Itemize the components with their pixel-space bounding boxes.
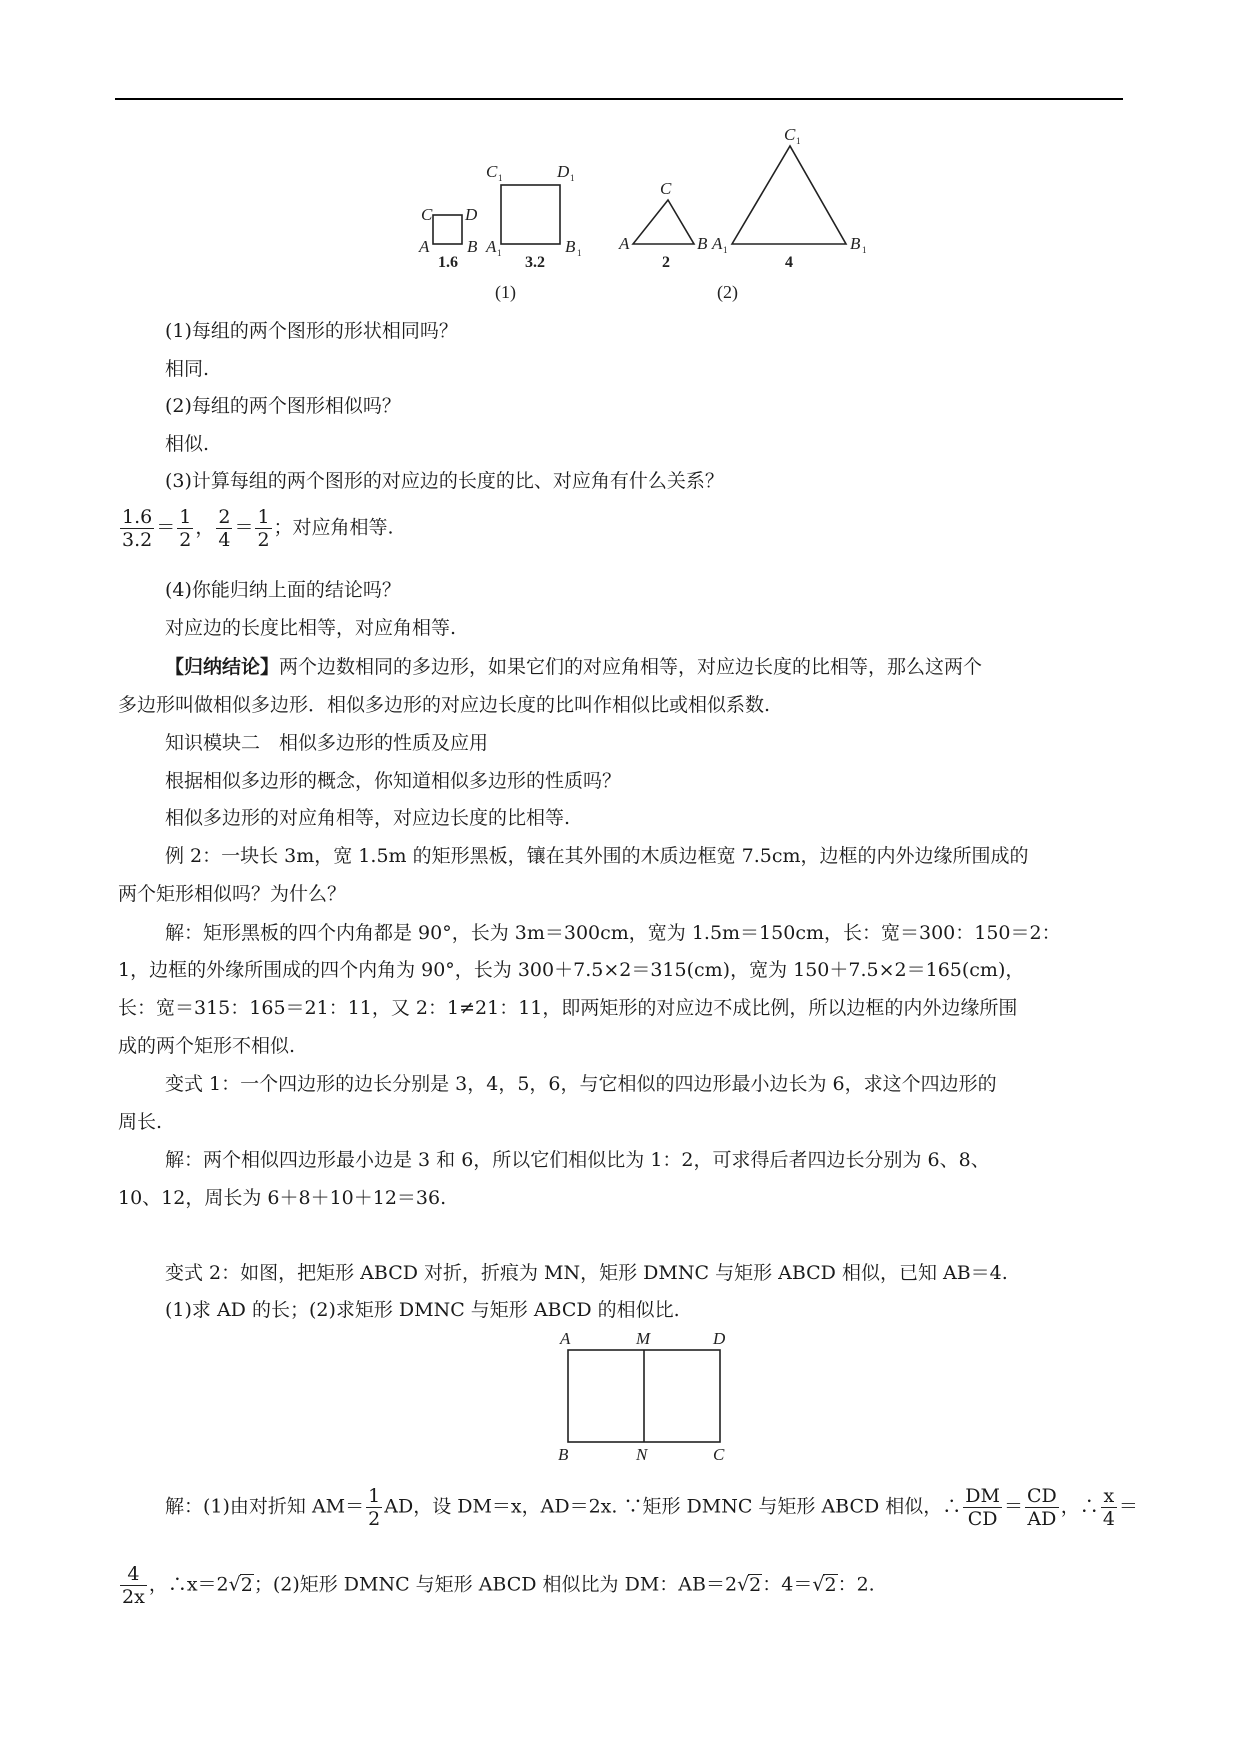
variant-2-line-1: 变式 2：如图，把矩形 ABCD 对折，折痕为 MN，矩形 DMNC 与矩形 ABCD 相似，已知 AB＝4. (165, 1262, 1008, 1284)
fraction: $\frac{2}{4}$ (218, 506, 231, 551)
fraction: $\frac{1.6}{3.2}$ (122, 506, 153, 551)
variant-2-solution-line-1: 解：(1)由对折知 AM＝ $\frac{1}{2}$ AD，设 DM＝x，AD＝2x. ∵矩形 DMNC 与矩形 ABCD 相似，∴ $\frac{DM}{CD}$ ＝ $\frac{CD}{AD}$ ，∴ $\frac{x}{4}$ ＝ (165, 1485, 1138, 1530)
small-square (433, 215, 462, 244)
label-n: N (636, 1445, 648, 1464)
sq-big-c-sub: 1 (498, 173, 503, 183)
caption-1: (1) (495, 282, 516, 302)
tri-big-c: C (784, 125, 796, 144)
sq-big-b: B (565, 237, 576, 256)
question-4: (4)你能归纳上面的结论吗？ (165, 579, 401, 601)
sq-small-b: B (467, 237, 478, 256)
radicand: 2 (824, 1573, 837, 1596)
fraction: $\frac{x}{4}$ (1102, 1485, 1115, 1530)
tri-small-side: 2 (662, 254, 670, 271)
sq-big-d-sub: 1 (570, 173, 575, 183)
variant-1-line-2: 周长. (118, 1111, 163, 1133)
rectangle-fold-figure (550, 1328, 740, 1468)
sq-big-d: D (557, 162, 570, 181)
question-2: (2)每组的两个图形相似吗？ (165, 395, 401, 417)
module-2-question: 根据相似多边形的概念，你知道相似多边形的性质吗？ (165, 770, 622, 792)
label-m: M (636, 1329, 651, 1348)
question-3: (3)计算每组的两个图形的对应边的长度的比、对应角有什么关系？ (165, 470, 724, 492)
sq-big-c: C (486, 162, 498, 181)
tri-big-b-sub: 1 (862, 245, 867, 255)
solution-2-line-4: 成的两个矩形不相似. (118, 1035, 296, 1057)
label-a: A (560, 1329, 571, 1348)
header-rule (115, 98, 1123, 100)
caption-2: (2) (717, 282, 738, 302)
similar-shapes-figure (410, 118, 880, 308)
example-2-line-1: 例 2：一块长 3m，宽 1.5m 的矩形黑板，镶在其外围的木质边框宽 7.5cm，边框的内外边缘所围成的 (165, 845, 1029, 867)
small-triangle (633, 200, 694, 244)
sq-small-c: C (421, 205, 433, 224)
variant-2-line-2: (1)求 AD 的长；(2)求矩形 DMNC 与矩形 ABCD 的相似比. (165, 1299, 680, 1321)
variant-1-solution-line-1: 解：两个相似四边形最小边是 3 和 6，所以它们相似比为 1：2，可求得后者四边长分别为 6、8、 (165, 1149, 990, 1171)
radicand: 2 (749, 1573, 762, 1596)
answer-1: 相同. (165, 358, 210, 380)
fraction: $\frac{1}{2}$ (368, 1485, 381, 1530)
label-c: C (713, 1445, 725, 1464)
label-b: B (558, 1445, 569, 1464)
tri-big-side: 4 (785, 254, 793, 271)
solution-2-line-3: 长：宽＝315：165＝21：11，又 2：1≠21：11，即两矩形的对应边不成比例，所以边框的内外边缘所围 (118, 997, 1018, 1019)
variant-1-solution-line-2: 10、12，周长为 6＋8＋10＋12＝36. (118, 1187, 447, 1209)
big-square (501, 185, 560, 244)
tri-big-c-sub: 1 (796, 136, 801, 146)
label-d: D (713, 1329, 726, 1348)
solution-2-line-1: 解：矩形黑板的四个内角都是 90°，长为 3m＝300cm，宽为 1.5m＝150cm，长：宽＝300：150＝2： (165, 922, 1061, 944)
tri-small-a: A (619, 234, 630, 253)
tri-big-b: B (850, 234, 861, 253)
sq-big-b-sub: 1 (577, 248, 582, 258)
sq-small-side: 1.6 (438, 254, 458, 271)
tri-big-a: A (712, 234, 723, 253)
sq-small-a: A (419, 237, 430, 256)
module-2-answer: 相似多边形的对应角相等，对应边长度的比相等. (165, 807, 571, 829)
fraction: $\frac{DM}{CD}$ (965, 1485, 1000, 1530)
sq-big-a: A (486, 237, 497, 256)
fraction: $\frac{CD}{AD}$ (1027, 1485, 1057, 1530)
variant-1-line-1: 变式 1：一个四边形的边长分别是 3，4，5，6，与它相似的四边形最小边长为 6，求这个四边形的 (165, 1073, 997, 1095)
example-2-line-2: 两个矩形相似吗？为什么？ (118, 883, 347, 905)
variant-2-solution-line-2: $\frac{4}{2x}$ ，∴x＝2√2；(2)矩形 DMNC 与矩形 ABCD 相似比为 DM：AB＝2√2：4＝√2：2. (122, 1563, 875, 1608)
tri-small-c: C (660, 179, 672, 198)
big-triangle (732, 146, 846, 244)
conclusion-line-2: 多边形叫做相似多边形．相似多边形的对应边长度的比叫作相似比或相似系数. (118, 694, 771, 716)
radicand: 2 (240, 1573, 253, 1596)
conclusion-line-1: 【归纳结论】两个边数相同的多边形，如果它们的对应角相等，对应边长度的比相等，那么这两个 (165, 656, 983, 678)
fraction: $\frac{1}{2}$ (257, 506, 270, 551)
fraction: $\frac{1}{2}$ (179, 506, 192, 551)
ratio-line: $\frac{1.6}{3.2}$ ＝ $\frac{1}{2}$ ， $\frac{2}{4}$ ＝ $\frac{1}{2}$ ；对应角相等. (122, 506, 394, 551)
answer-2: 相似. (165, 433, 210, 455)
sq-big-side: 3.2 (525, 254, 545, 271)
fraction: $\frac{4}{2x}$ (122, 1563, 145, 1608)
answer-4: 对应边的长度比相等，对应角相等. (165, 617, 457, 639)
solution-2-line-2: 1，边框的外缘所围成的四个内角为 90°，长为 300＋7.5×2＝315(cm)，宽为 150＋7.5×2＝165(cm)， (118, 959, 1025, 981)
tri-small-b: B (697, 234, 708, 253)
sq-big-a-sub: 1 (497, 248, 502, 258)
module-2-title: 知识模块二 相似多边形的性质及应用 (165, 732, 489, 754)
tri-big-a-sub: 1 (723, 245, 728, 255)
sq-small-d: D (465, 205, 478, 224)
conclusion-heading: 【归纳结论】 (165, 656, 280, 678)
question-1: (1)每组的两个图形的形状相同吗？ (165, 320, 458, 342)
